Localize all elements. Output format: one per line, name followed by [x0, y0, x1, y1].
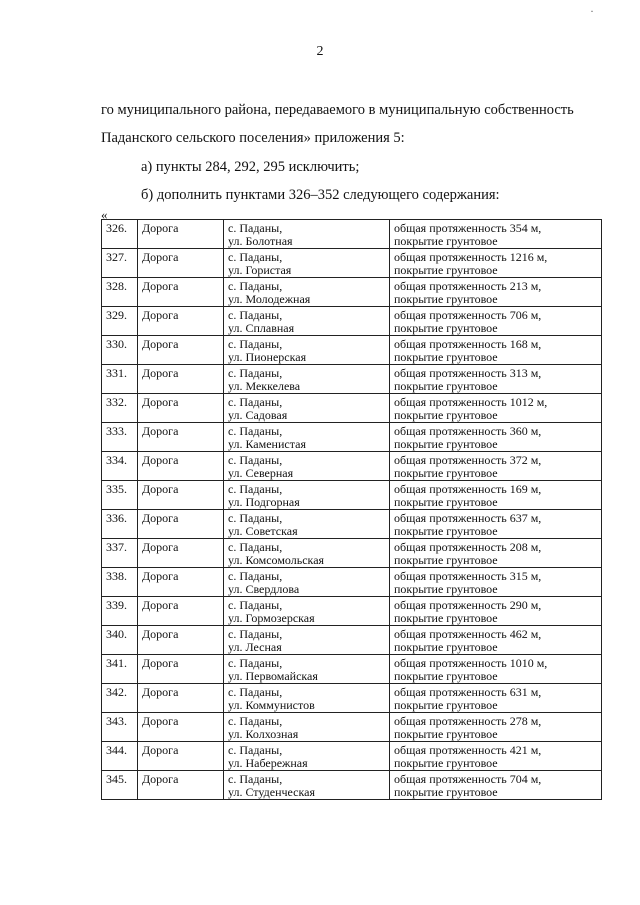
cell-location [224, 684, 390, 713]
cell-description [390, 278, 602, 307]
table-row [102, 771, 602, 800]
cell-location [224, 655, 390, 684]
roads-table-body [102, 220, 602, 800]
road-surface: покрытие грунтовое [394, 320, 498, 335]
table-row [102, 249, 602, 278]
cell-location [224, 626, 390, 655]
street-name: ул. Сплавная [228, 320, 295, 335]
street-name: ул. Пионерская [228, 349, 307, 364]
settlement-name: с. Паданы, [228, 337, 283, 351]
street-name: ул. Молодежная [228, 291, 311, 306]
road-surface: покрытие грунтовое [394, 436, 498, 451]
scan-mark: · [590, 4, 594, 18]
cell-object-type: Дорога [138, 510, 224, 539]
road-surface: покрытие грунтовое [394, 697, 498, 712]
road-surface: покрытие грунтовое [394, 262, 498, 277]
cell-location [224, 597, 390, 626]
cell-location [224, 307, 390, 336]
road-length: общая протяженность 315 м, [394, 569, 542, 583]
settlement-name: с. Паданы, [228, 395, 283, 409]
road-length: общая протяженность 354 м, [394, 221, 542, 235]
paragraph-line-1: го муниципального района, передаваемого в муниципальную собственность [101, 102, 574, 118]
table-row [102, 655, 602, 684]
road-surface: покрытие грунтовое [394, 784, 498, 799]
road-length: общая протяженность 706 м, [394, 308, 542, 322]
street-name: ул. Лесная [228, 639, 282, 654]
road-surface: покрытие грунтовое [394, 465, 498, 480]
cell-number: 333. [102, 423, 138, 452]
road-length: общая протяженность 168 м, [394, 337, 542, 351]
cell-number: 343. [102, 713, 138, 742]
street-name: ул. Первомайская [228, 668, 318, 683]
road-surface: покрытие грунтовое [394, 552, 498, 567]
cell-object-type: Дорога [138, 394, 224, 423]
settlement-name: с. Паданы, [228, 250, 283, 264]
cell-location [224, 539, 390, 568]
cell-number: 331. [102, 365, 138, 394]
cell-object-type: Дорога [138, 481, 224, 510]
road-length: общая протяженность 360 м, [394, 424, 542, 438]
street-name: ул. Студенческая [228, 784, 315, 799]
street-name: ул. Каменистая [228, 436, 306, 451]
cell-location [224, 713, 390, 742]
cell-location [224, 365, 390, 394]
cell-description [390, 394, 602, 423]
cell-object-type: Дорога [138, 365, 224, 394]
table-row [102, 423, 602, 452]
street-name: ул. Садовая [228, 407, 288, 422]
cell-number: 335. [102, 481, 138, 510]
table-row [102, 394, 602, 423]
table-row [102, 307, 602, 336]
cell-location [224, 742, 390, 771]
cell-description [390, 481, 602, 510]
table-row [102, 684, 602, 713]
cell-object-type: Дорога [138, 626, 224, 655]
cell-number: 338. [102, 568, 138, 597]
road-surface: покрытие грунтовое [394, 523, 498, 538]
cell-object-type: Дорога [138, 423, 224, 452]
cell-description [390, 539, 602, 568]
cell-number: 334. [102, 452, 138, 481]
paragraph-line-2: Паданского сельского поселения» приложения 5: [101, 130, 405, 146]
cell-description [390, 771, 602, 800]
street-name: ул. Коммунистов [228, 697, 315, 712]
road-surface: покрытие грунтовое [394, 668, 498, 683]
road-length: общая протяженность 208 м, [394, 540, 542, 554]
road-surface: покрытие грунтовое [394, 407, 498, 422]
cell-location [224, 568, 390, 597]
cell-object-type: Дорога [138, 452, 224, 481]
table-row [102, 452, 602, 481]
cell-number: 332. [102, 394, 138, 423]
settlement-name: с. Паданы, [228, 540, 283, 554]
cell-location [224, 249, 390, 278]
cell-number: 339. [102, 597, 138, 626]
cell-description [390, 684, 602, 713]
road-surface: покрытие грунтовое [394, 349, 498, 364]
opening-quote: « [101, 207, 108, 222]
cell-number: 330. [102, 336, 138, 365]
road-surface: покрытие грунтовое [394, 378, 498, 393]
road-length: общая протяженность 1216 м, [394, 250, 548, 264]
cell-number: 342. [102, 684, 138, 713]
road-length: общая протяженность 631 м, [394, 685, 542, 699]
cell-object-type: Дорога [138, 655, 224, 684]
cell-location [224, 481, 390, 510]
settlement-name: с. Паданы, [228, 685, 283, 699]
cell-object-type: Дорога [138, 539, 224, 568]
cell-location [224, 394, 390, 423]
road-surface: покрытие грунтовое [394, 494, 498, 509]
settlement-name: с. Паданы, [228, 627, 283, 641]
cell-description [390, 423, 602, 452]
paragraph-item-a: а) пункты 284, 292, 295 исключить; [141, 159, 360, 175]
road-surface: покрытие грунтовое [394, 581, 498, 596]
cell-number: 329. [102, 307, 138, 336]
table-row [102, 365, 602, 394]
table-row [102, 336, 602, 365]
cell-location [224, 452, 390, 481]
street-name: ул. Советская [228, 523, 298, 538]
road-surface: покрытие грунтовое [394, 726, 498, 741]
page-number: 2 [316, 44, 324, 59]
road-length: общая протяженность 421 м, [394, 743, 542, 757]
table-row [102, 539, 602, 568]
road-surface: покрытие грунтовое [394, 291, 498, 306]
cell-description [390, 742, 602, 771]
table-row [102, 510, 602, 539]
cell-location [224, 771, 390, 800]
cell-number: 326. [102, 220, 138, 249]
settlement-name: с. Паданы, [228, 279, 283, 293]
cell-object-type: Дорога [138, 684, 224, 713]
cell-number: 327. [102, 249, 138, 278]
cell-description [390, 510, 602, 539]
cell-description [390, 597, 602, 626]
street-name: ул. Свердлова [228, 581, 300, 596]
table-row [102, 713, 602, 742]
street-name: ул. Меккелева [228, 378, 301, 393]
cell-description [390, 249, 602, 278]
cell-description [390, 655, 602, 684]
cell-object-type: Дорога [138, 307, 224, 336]
road-surface: покрытие грунтовое [394, 610, 498, 625]
road-surface: покрытие грунтовое [394, 639, 498, 654]
road-length: общая протяженность 213 м, [394, 279, 542, 293]
road-length: общая протяженность 1010 м, [394, 656, 548, 670]
settlement-name: с. Паданы, [228, 453, 283, 467]
table-row [102, 626, 602, 655]
settlement-name: с. Паданы, [228, 366, 283, 380]
road-length: общая протяженность 1012 м, [394, 395, 548, 409]
settlement-name: с. Паданы, [228, 308, 283, 322]
cell-object-type: Дорога [138, 742, 224, 771]
cell-number: 341. [102, 655, 138, 684]
street-name: ул. Подгорная [228, 494, 300, 509]
paragraph-item-b: б) дополнить пунктами 326–352 следующего содержания: [141, 187, 500, 203]
cell-description [390, 568, 602, 597]
road-length: общая протяженность 372 м, [394, 453, 542, 467]
road-length: общая протяженность 290 м, [394, 598, 542, 612]
roads-table [101, 219, 602, 800]
cell-object-type: Дорога [138, 249, 224, 278]
cell-object-type: Дорога [138, 220, 224, 249]
cell-location [224, 220, 390, 249]
table-row [102, 481, 602, 510]
settlement-name: с. Паданы, [228, 511, 283, 525]
road-surface: покрытие грунтовое [394, 233, 498, 248]
table-row [102, 220, 602, 249]
street-name: ул. Болотная [228, 233, 293, 248]
cell-number: 336. [102, 510, 138, 539]
road-length: общая протяженность 704 м, [394, 772, 542, 786]
street-name: ул. Колхозная [228, 726, 299, 741]
settlement-name: с. Паданы, [228, 424, 283, 438]
cell-description [390, 220, 602, 249]
road-length: общая протяженность 462 м, [394, 627, 542, 641]
cell-object-type: Дорога [138, 336, 224, 365]
road-length: общая протяженность 313 м, [394, 366, 542, 380]
road-length: общая протяженность 169 м, [394, 482, 542, 496]
cell-number: 344. [102, 742, 138, 771]
table-row [102, 597, 602, 626]
cell-location [224, 423, 390, 452]
cell-description [390, 307, 602, 336]
cell-number: 328. [102, 278, 138, 307]
street-name: ул. Набережная [228, 755, 308, 770]
settlement-name: с. Паданы, [228, 656, 283, 670]
cell-number: 345. [102, 771, 138, 800]
settlement-name: с. Паданы, [228, 598, 283, 612]
cell-location [224, 278, 390, 307]
cell-description [390, 365, 602, 394]
street-name: ул. Комсомольская [228, 552, 325, 567]
street-name: ул. Северная [228, 465, 294, 480]
street-name: ул. Гористая [228, 262, 292, 277]
cell-location [224, 510, 390, 539]
settlement-name: с. Паданы, [228, 743, 283, 757]
cell-description [390, 336, 602, 365]
road-surface: покрытие грунтовое [394, 755, 498, 770]
settlement-name: с. Паданы, [228, 569, 283, 583]
cell-number: 337. [102, 539, 138, 568]
street-name: ул. Гормозерская [228, 610, 315, 625]
cell-description [390, 452, 602, 481]
cell-object-type: Дорога [138, 713, 224, 742]
table-row [102, 742, 602, 771]
cell-description [390, 713, 602, 742]
road-length: общая протяженность 637 м, [394, 511, 542, 525]
table-row [102, 278, 602, 307]
cell-object-type: Дорога [138, 597, 224, 626]
cell-object-type: Дорога [138, 771, 224, 800]
cell-object-type: Дорога [138, 278, 224, 307]
cell-number: 340. [102, 626, 138, 655]
cell-object-type: Дорога [138, 568, 224, 597]
cell-location [224, 336, 390, 365]
settlement-name: с. Паданы, [228, 714, 283, 728]
table-row [102, 568, 602, 597]
road-length: общая протяженность 278 м, [394, 714, 542, 728]
cell-description [390, 626, 602, 655]
settlement-name: с. Паданы, [228, 221, 283, 235]
settlement-name: с. Паданы, [228, 772, 283, 786]
settlement-name: с. Паданы, [228, 482, 283, 496]
